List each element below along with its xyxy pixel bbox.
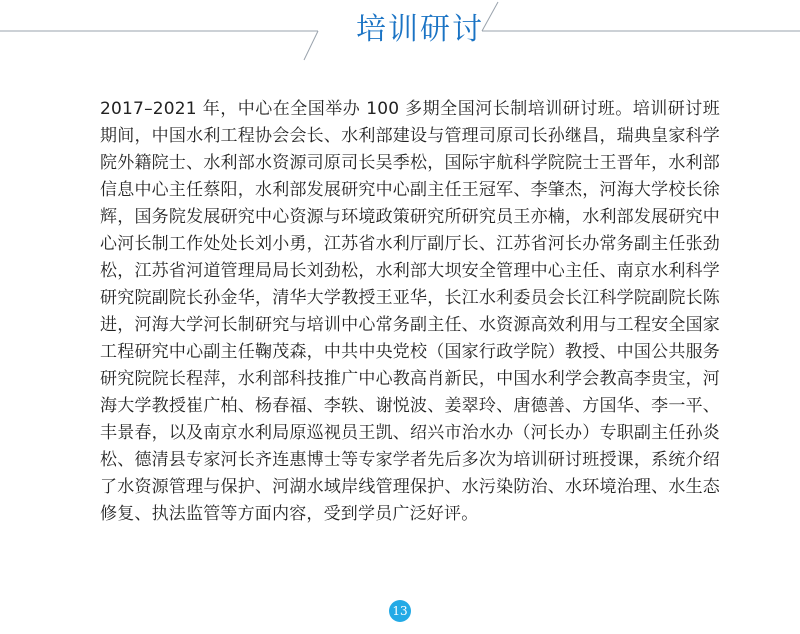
- page-number-badge: [389, 600, 411, 622]
- body-paragraph: 2017–2021 年，中心在全国举办 100 多期全国河长制培训研讨班。培训研讨班期间，中国水利工程协会会长、水利部建设与管理司原司长孙继昌，瑞典皇家科学院外籍院士、水利部水资源司原司长吴季松，国际宇航科学院院士王晋年，水利部信息中心主任蔡阳，水利部发展研究中心副主任王冠军、李肇杰，河海大学校长徐辉，国务院发展研究中心资源与环境政策研究所研究员王亦楠，水利部发展研究中心河长制工作处处长刘小勇，江苏省水利厅副厅长、江苏省河长办常务副主任张劲松，江苏省河道管理局局长刘劲松，水利部大坝安全管理中心主任、南京水利科学研究院副院长孙金华，清华大学教授王亚华，长江水利委员会长江科学院副院长陈进，河海大学河长制研究与培训中心常务副主任、水资源高效利用与工程安全国家工程研究中心副主任鞠茂森，中共中央党校（国家行政学院）教授、中国公共服务研究院院长程萍，水利部科技推广中心教高肖新民，中国水利学会教高李贵宝，河海大学教授崔广柏、杨春福、李轶、谢悦波、姜翠玲、唐德善、方国华、李一平、丰景春，以及南京水利局原巡视员王凯、绍兴市治水办（河长办）专职副主任孙炎松、德清县专家河长齐连惠博士等专家学者先后多次为培训研讨班授课，系统介绍了水资源管理与保护、河湖水域岸线管理保护、水污染防治、水环境治理、水生态修复、执法监管等方面内容，受到学员广泛好评。: [100, 99, 720, 524]
- section-title: 培训研讨: [356, 12, 484, 47]
- page-number: 13: [392, 604, 408, 618]
- header-left-slash: [304, 31, 318, 60]
